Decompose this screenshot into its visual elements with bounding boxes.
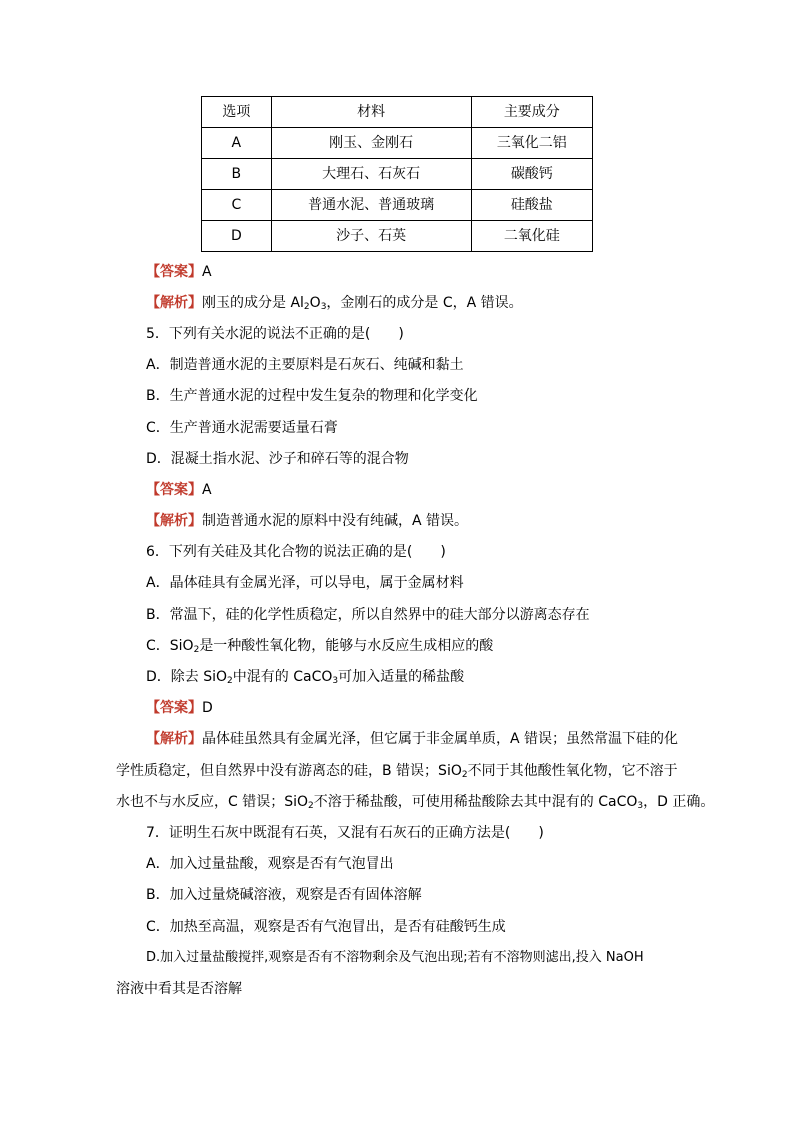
option-text: 中混有的 CaCO bbox=[232, 669, 333, 685]
table-cell: 碳酸钙 bbox=[471, 159, 592, 190]
table-cell: 二氧化硅 bbox=[471, 221, 592, 252]
q4-analysis-text: O bbox=[309, 295, 321, 311]
subscript: 3 bbox=[332, 676, 339, 686]
q5-answer: A bbox=[202, 482, 212, 498]
table-cell: D bbox=[202, 221, 272, 252]
q6-option-d bbox=[146, 667, 464, 687]
table-header: 选项 bbox=[202, 97, 272, 128]
q6-answer: D bbox=[202, 700, 213, 716]
q6-answer-line bbox=[146, 698, 213, 718]
subscript: 3 bbox=[320, 302, 327, 312]
table-row bbox=[202, 221, 593, 252]
table-cell: 刚玉、金刚石 bbox=[271, 128, 471, 159]
q4-analysis-text: ，金刚石的成分是 C，A 错误。 bbox=[326, 295, 523, 311]
q7-option-a: A．加入过量盐酸，观察是否有气泡冒出 bbox=[146, 856, 394, 872]
q7-stem: 7．证明生石灰中既混有石英，又混有石灰石的正确方法是( ) bbox=[146, 825, 544, 841]
table-header: 主要成分 bbox=[471, 97, 592, 128]
q7-option-c: C．加热至高温，观察是否有气泡冒出，是否有硅酸钙生成 bbox=[146, 919, 506, 935]
table-cell: A bbox=[202, 128, 272, 159]
q6-analysis-line-1 bbox=[146, 729, 678, 749]
q7-option-d-line-1: D.加入过量盐酸搅拌,观察是否有不溶物剩余及气泡出现;若有不溶物则滤出,投入 NaOH bbox=[146, 950, 644, 965]
table-cell: 沙子、石英 bbox=[271, 221, 471, 252]
table-row bbox=[202, 159, 593, 190]
answer-label: 【答案】 bbox=[146, 482, 202, 498]
q4-analysis-line bbox=[146, 293, 523, 313]
analysis-label: 【解析】 bbox=[146, 295, 202, 311]
q5-option-c: C．生产普通水泥需要适量石膏 bbox=[146, 420, 338, 436]
q6-analysis-text: 晶体硅虽然具有金属光泽，但它属于非金属单质，A 错误；虽然常温下硅的化 bbox=[202, 731, 679, 747]
option-text: C．SiO bbox=[146, 638, 194, 654]
subscript: 2 bbox=[303, 302, 310, 312]
q5-option-b: B．生产普通水泥的过程中发生复杂的物理和化学变化 bbox=[146, 388, 478, 404]
q5-analysis: 制造普通水泥的原料中没有纯碱，A 错误。 bbox=[202, 513, 469, 529]
q4-answer-line bbox=[146, 262, 212, 282]
subscript: 3 bbox=[637, 801, 644, 811]
q6-analysis-text: 水也不与水反应，C 错误；SiO bbox=[116, 794, 309, 810]
q6-option-c bbox=[146, 636, 493, 656]
answer-label: 【答案】 bbox=[146, 264, 202, 280]
table-row bbox=[202, 128, 593, 159]
q5-answer-line bbox=[146, 480, 212, 500]
analysis-label: 【解析】 bbox=[146, 731, 202, 747]
q6-analysis-line-3 bbox=[116, 792, 714, 812]
q5-option-a: A．制造普通水泥的主要原料是石灰石、纯碱和黏土 bbox=[146, 357, 464, 373]
materials-table bbox=[201, 96, 593, 252]
q6-analysis-text: 不溶于稀盐酸，可使用稀盐酸除去其中混有的 CaCO bbox=[313, 794, 638, 810]
q7-option-b: B．加入过量烧碱溶液，观察是否有固体溶解 bbox=[146, 887, 422, 903]
table-cell: 大理石、石灰石 bbox=[271, 159, 471, 190]
option-text: 是一种酸性氧化物，能够与水反应生成相应的酸 bbox=[199, 638, 494, 654]
subscript: 2 bbox=[227, 676, 233, 686]
subscript: 2 bbox=[308, 801, 314, 811]
option-text: D．除去 SiO bbox=[146, 669, 228, 685]
subscript: 2 bbox=[461, 770, 468, 780]
q6-analysis-text: 不同于其他酸性氧化物，它不溶于 bbox=[467, 763, 678, 779]
q6-option-b: B．常温下，硅的化学性质稳定，所以自然界中的硅大部分以游离态存在 bbox=[146, 607, 590, 623]
q5-analysis-line bbox=[146, 511, 468, 531]
analysis-label: 【解析】 bbox=[146, 513, 202, 529]
answer-label: 【答案】 bbox=[146, 700, 202, 716]
q6-analysis-line-2 bbox=[116, 761, 678, 781]
q5-stem: 5．下列有关水泥的说法不正确的是( ) bbox=[146, 326, 404, 342]
q6-option-a: A．晶体硅具有金属光泽，可以导电，属于金属材料 bbox=[146, 575, 464, 591]
q4-answer: A bbox=[202, 264, 212, 280]
table-header-row bbox=[202, 97, 593, 128]
q6-analysis-text: 学性质稳定，但自然界中没有游离态的硅，B 错误；SiO bbox=[116, 763, 462, 779]
table-header: 材料 bbox=[271, 97, 471, 128]
table-cell: 三氧化二铝 bbox=[471, 128, 592, 159]
q6-analysis-text: ，D 正确。 bbox=[643, 794, 715, 810]
option-text: 可加入适量的稀盐酸 bbox=[338, 669, 465, 685]
table-cell: C bbox=[202, 190, 272, 221]
table-cell: 硅酸盐 bbox=[471, 190, 592, 221]
table-row bbox=[202, 190, 593, 221]
table-cell: B bbox=[202, 159, 272, 190]
table-cell: 普通水泥、普通玻璃 bbox=[271, 190, 471, 221]
q5-option-d: D．混凝土指水泥、沙子和碎石等的混合物 bbox=[146, 451, 409, 467]
q4-analysis-text: 刚玉的成分是 Al bbox=[202, 295, 304, 311]
q7-option-d-line-2: 溶液中看其是否溶解 bbox=[116, 981, 242, 997]
q6-stem: 6．下列有关硅及其化合物的说法正确的是( ) bbox=[146, 544, 446, 560]
subscript: 2 bbox=[193, 645, 200, 655]
